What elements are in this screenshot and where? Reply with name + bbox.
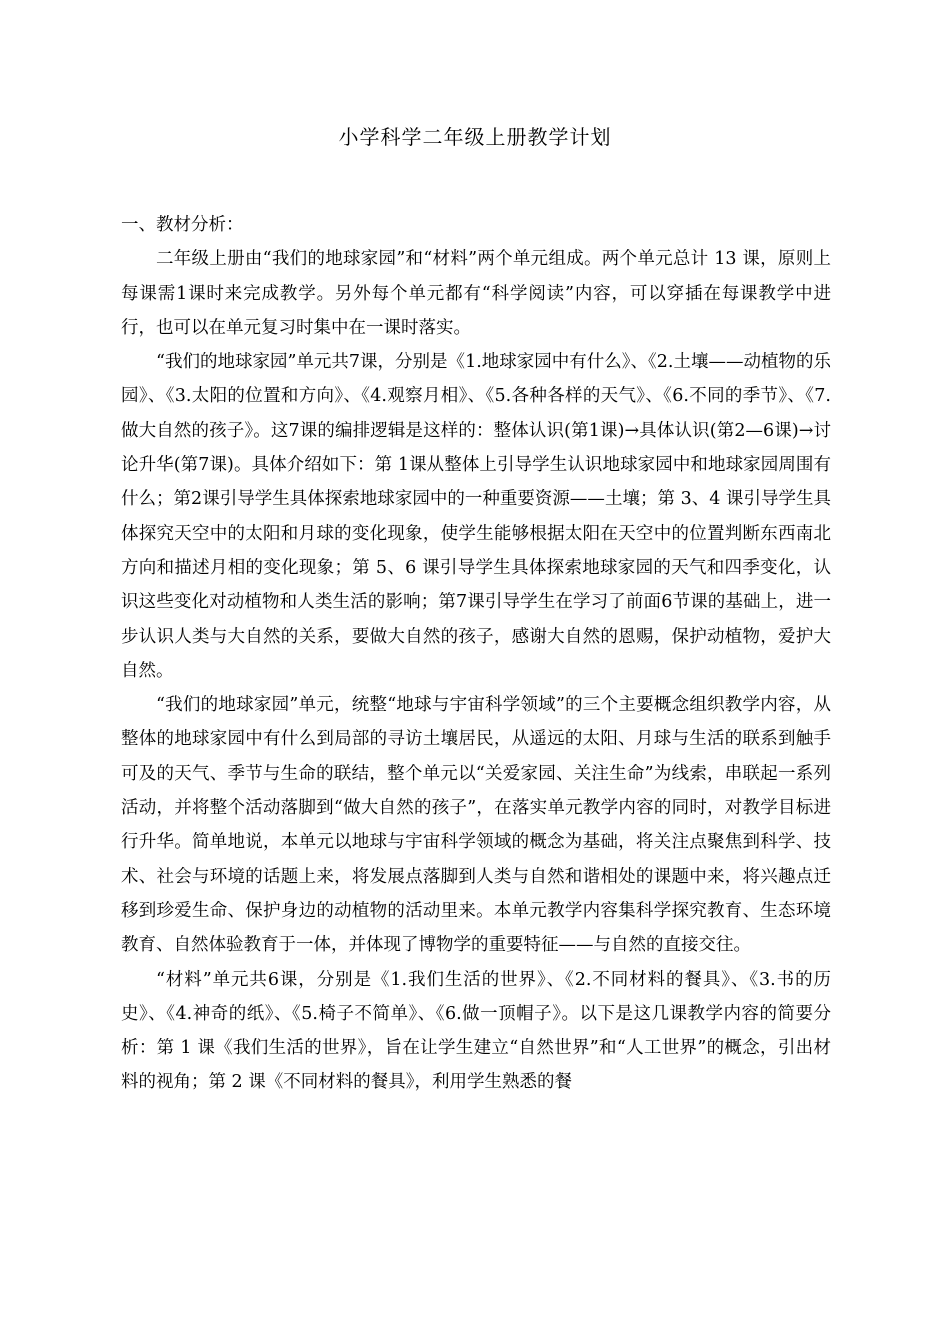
- paragraph-overview: 二年级上册由“我们的地球家园”和“材料”两个单元组成。两个单元总计 13 课，原则上每课需1课时来完成教学。另外每个单元都有“科学阅读”内容，可以穿插在每课教学中进行，也可以在单元复习时集中在一课时落实。: [121, 249, 831, 338]
- paragraph-materials-unit: “材料”单元共6课，分别是《1.我们生活的世界》、《2.不同材料的餐具》、《3.书的历史》、《4.神奇的纸》、《5.椅子不简单》、《6.做一顶帽子》。以下是这几课教学内容的简要分析：第 1 课《我们生活的世界》，旨在让学生建立“自然世界”和“人工世界”的概念，引出材料的视角；第 2 课《不同材料的餐具》，利用学生熟悉的餐: [121, 969, 831, 1093]
- paragraph-earth-unit-lessons: “我们的地球家园”单元共7课，分别是《1.地球家园中有什么》、《2.土壤——动植物的乐园》、《3.太阳的位置和方向》、《4.观察月相》、《5.各种各样的天气》、《6.不同的季节》、《7.做大自然的孩子》。这7课的编排逻辑是这样的：整体认识(第1课)→具体认识(第2—6课)→讨论升华(第7课)。具体介绍如下：第 1课从整体上引导学生认识地球家园中和地球家园周围有什么；第2课引导学生具体探索地球家园中的一种重要资源——土壤；第 3、4 课引导学生具体探究天空中的太阳和月球的变化现象，使学生能够根据太阳在天空中的位置判断东西南北方向和描述月相的变化现象；第 5、6 课引导学生具体探索地球家园的天气和四季变化，认识这些变化对动植物和人类生活的影响；第7课引导学生在学习了前面6节课的基础上，进一步认识人类与大自然的关系，要做大自然的孩子，感谢大自然的恩赐，保护动植物，爱护大自然。: [121, 352, 831, 681]
- paragraph-earth-unit-analysis: “我们的地球家园”单元，统整“地球与宇宙科学领域”的三个主要概念组织教学内容，从整体的地球家园中有什么到局部的寻访土壤居民，从遥远的太阳、月球与生活的联系到触手可及的天气、季节与生命的联结，整个单元以“关爱家园、关注生命”为线索，串联起一系列活动，并将整个活动落脚到“做大自然的孩子”，在落实单元教学内容的同时，对教学目标进行升华。简单地说，本单元以地球与宇宙科学领域的概念为基础，将关注点聚焦到科学、技术、社会与环境的话题上来，将发展点落脚到人类与自然和谐相处的课题中来，将兴趣点迁移到珍爱生命、保护身边的动植物的活动里来。本单元教学内容集科学探究教育、生态环境教育、自然体验教育于一体，并体现了博物学的重要特征——与自然的直接交往。: [121, 695, 831, 956]
- document-body: [121, 208, 831, 1100]
- document-title: 小学科学二年级上册教学计划: [338, 125, 612, 149]
- section-heading: 一、教材分析：: [121, 215, 244, 235]
